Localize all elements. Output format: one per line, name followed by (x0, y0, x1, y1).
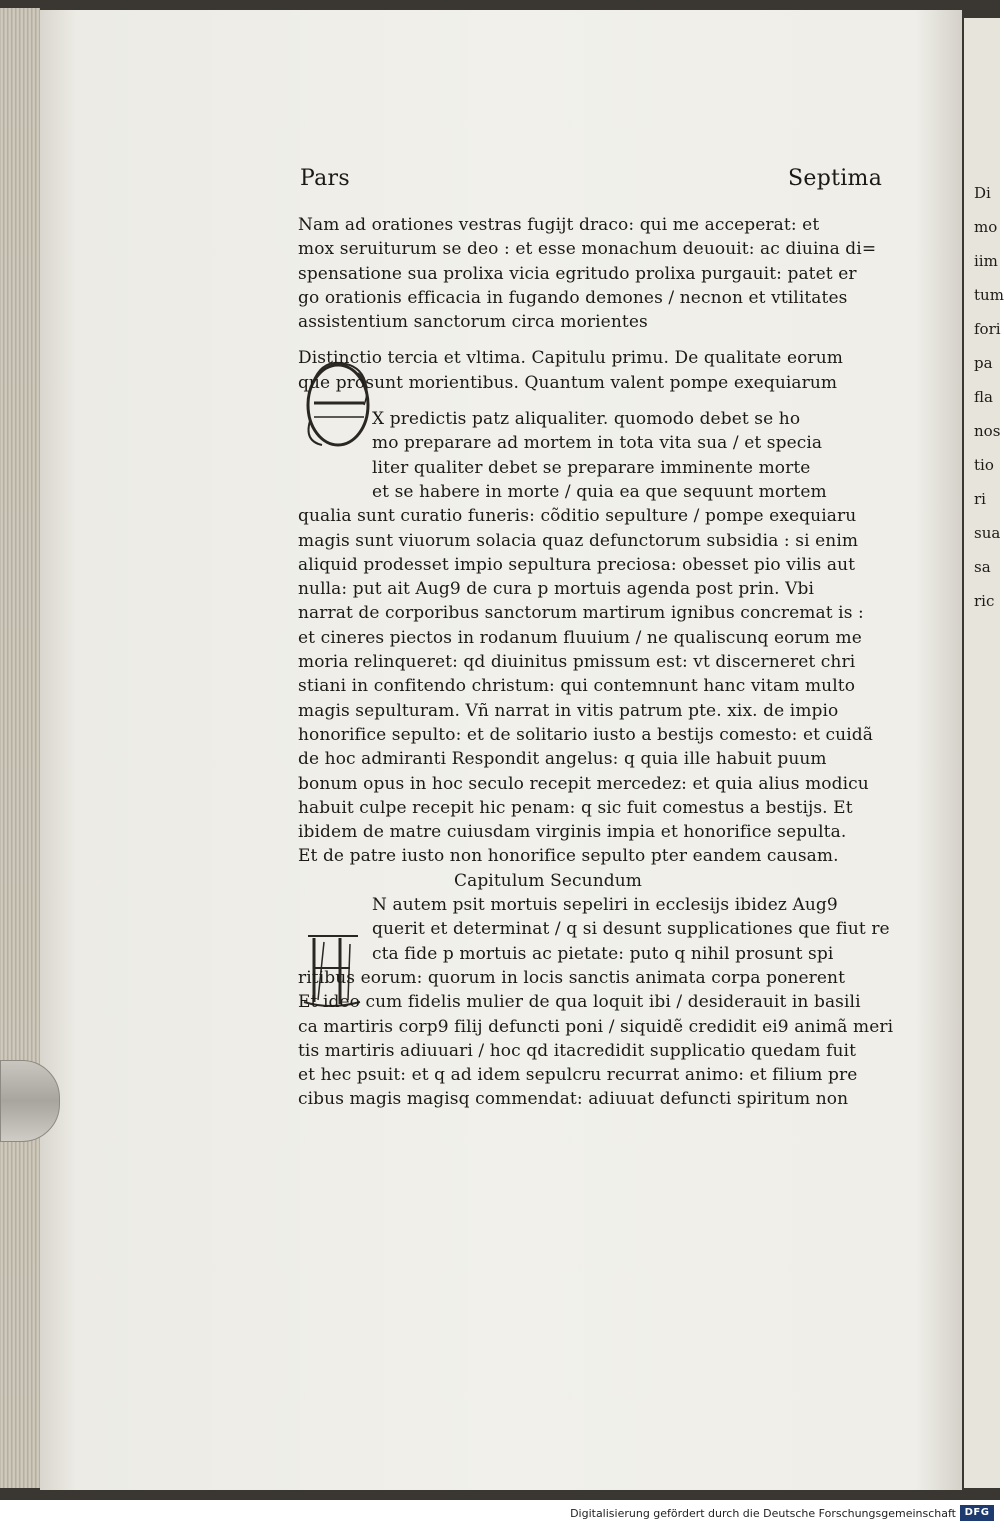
facing-page-text: tum (974, 286, 1004, 304)
text-line: ca martiris corp9 filij defuncti poni / siquidẽ credidit ei9 animã meri (298, 1016, 894, 1037)
text-line: de hoc admiranti Respondit angelus: q quia ille habuit puum (298, 749, 827, 770)
facing-page-fragment (964, 18, 1004, 1488)
text-line: narrat de corporibus sanctorum martirum ignibus concremat is : (298, 603, 864, 624)
running-header-left: Pars (300, 166, 350, 191)
text-line: cibus magis magisq commendat: adiuuat defuncti spiritum non (298, 1089, 849, 1110)
running-header-right: Septima (788, 166, 883, 191)
text-line: cta fide p mortuis ac pietate: puto q nihil prosunt spi (372, 943, 834, 964)
text-line: aliquid prodesset impio sepultura preciosa: obesset pio vilis aut (298, 554, 856, 575)
chapter-heading: Capitulum Secundum (453, 870, 643, 891)
text-line: qualia sunt curatio funeris: cõditio sepulture / pompe exequiaru (298, 506, 857, 527)
text-line: assistentium sanctorum circa morientes (298, 312, 648, 333)
facing-page-text: tio (974, 456, 994, 474)
text-line: honorifice sepulto: et de solitario iusto a bestijs comesto: et cuidã (298, 724, 873, 745)
text-line: tis martiris adiuuari / hoc qd itacredidit supplicatio quedam fuit (298, 1040, 857, 1061)
facing-page-text: fla (974, 388, 993, 406)
text-line: habuit culpe recepit hic penam: q sic fuit comestus a bestijs. Et (298, 797, 853, 818)
facing-page-text: iim (974, 252, 998, 270)
text-line: magis sepulturam. Vñ narrat in vitis patrum pte. xix. de impio (298, 700, 839, 721)
facing-page-text: mo (974, 218, 998, 236)
text-line: stiani in confitendo christum: qui contemnunt hanc vitam multo (298, 676, 856, 697)
facing-page-text: Di (974, 184, 991, 202)
text-line: bonum opus in hoc seculo recepit mercedez: et quia alius modicu (298, 773, 869, 794)
chapter-two-body (298, 966, 894, 1112)
facing-page-text: nos (974, 422, 1001, 440)
text-line: et hec psuit: et q ad idem sepulcru recurrat animo: et filium pre (298, 1065, 858, 1086)
text-line: ibidem de matre cuiusdam virginis impia et honorifice sepulta. (298, 822, 847, 843)
text-line: Et ideo cum fidelis mulier de qua loquit ibi / desiderauit in basili (298, 992, 861, 1013)
text-line: et cineres piectos in rodanum fluuium / ne qualiscunq eorum me (298, 627, 862, 648)
text-line: querit et determinat / q si desunt supplicationes que fiut re (372, 919, 890, 940)
text-line: ritibus eorum: quorum in locis sanctis animata corpa ponerent (298, 967, 845, 988)
facing-page-text: fori (974, 320, 1001, 338)
text-line: mo preparare ad mortem in tota vita sua / et specia (372, 433, 823, 454)
facing-page-text: ri (974, 490, 986, 508)
funding-notice: Digitalisierung gefördert durch die Deutsche Forschungsgemeinschaft (570, 1507, 956, 1520)
chapter-two-opening (298, 893, 890, 966)
text-line: que prosunt morientibus. Quantum valent pompe exequiarum (298, 372, 838, 393)
text-line: moria relinqueret: qd diuinitus pmissum est: vt discerneret chri (298, 652, 856, 673)
text-line: Distinctio tercia et vltima. Capitulu primu. De qualitate eorum (298, 348, 843, 369)
facing-page-text: sua (974, 524, 1001, 542)
chapter-one-opening (298, 407, 878, 504)
paragraph-before-distinction (298, 213, 878, 334)
text-line: X predictis patz aliqualiter. quomodo debet se ho (372, 409, 801, 430)
text-line: magis sunt viuorum solacia quaz defunctorum subsidia : si enim (298, 530, 859, 551)
main-text (298, 213, 894, 1112)
text-line: Nam ad orationes vestras fugijt draco: qui me acceperat: et (298, 215, 820, 235)
text-line: Et de patre iusto non honorifice sepulto pter eandem causam. (298, 846, 839, 867)
facing-page-text: sa (974, 558, 991, 576)
text-line: spensatione sua prolixa vicia egritudo prolixa purgauit: patet er (298, 263, 857, 284)
text-line: liter qualiter debet se preparare imminente morte (372, 457, 811, 478)
book-page-edges (0, 8, 40, 1488)
text-line: mox seruiturum se deo : et esse monachum deuouit: ac diuina di= (298, 239, 877, 260)
facing-page-text: pa (974, 354, 993, 372)
footer-bar (0, 1500, 1000, 1528)
text-line: et se habere in morte / quia ea que sequunt mortem (372, 481, 827, 502)
text-line: N autem psit mortuis sepeliri in ecclesijs ibidez Aug9 (372, 895, 838, 916)
facing-page-text: ric (974, 592, 995, 610)
chapter-one-body (298, 504, 878, 868)
text-line: go orationis efficacia in fugando demones / necnon et vtilitates (298, 287, 848, 308)
distinction-heading (298, 346, 878, 395)
text-line: nulla: put ait Aug9 de cura p mortuis agenda post prin. Vbi (298, 579, 815, 600)
dfg-logo: DFG (960, 1505, 994, 1521)
